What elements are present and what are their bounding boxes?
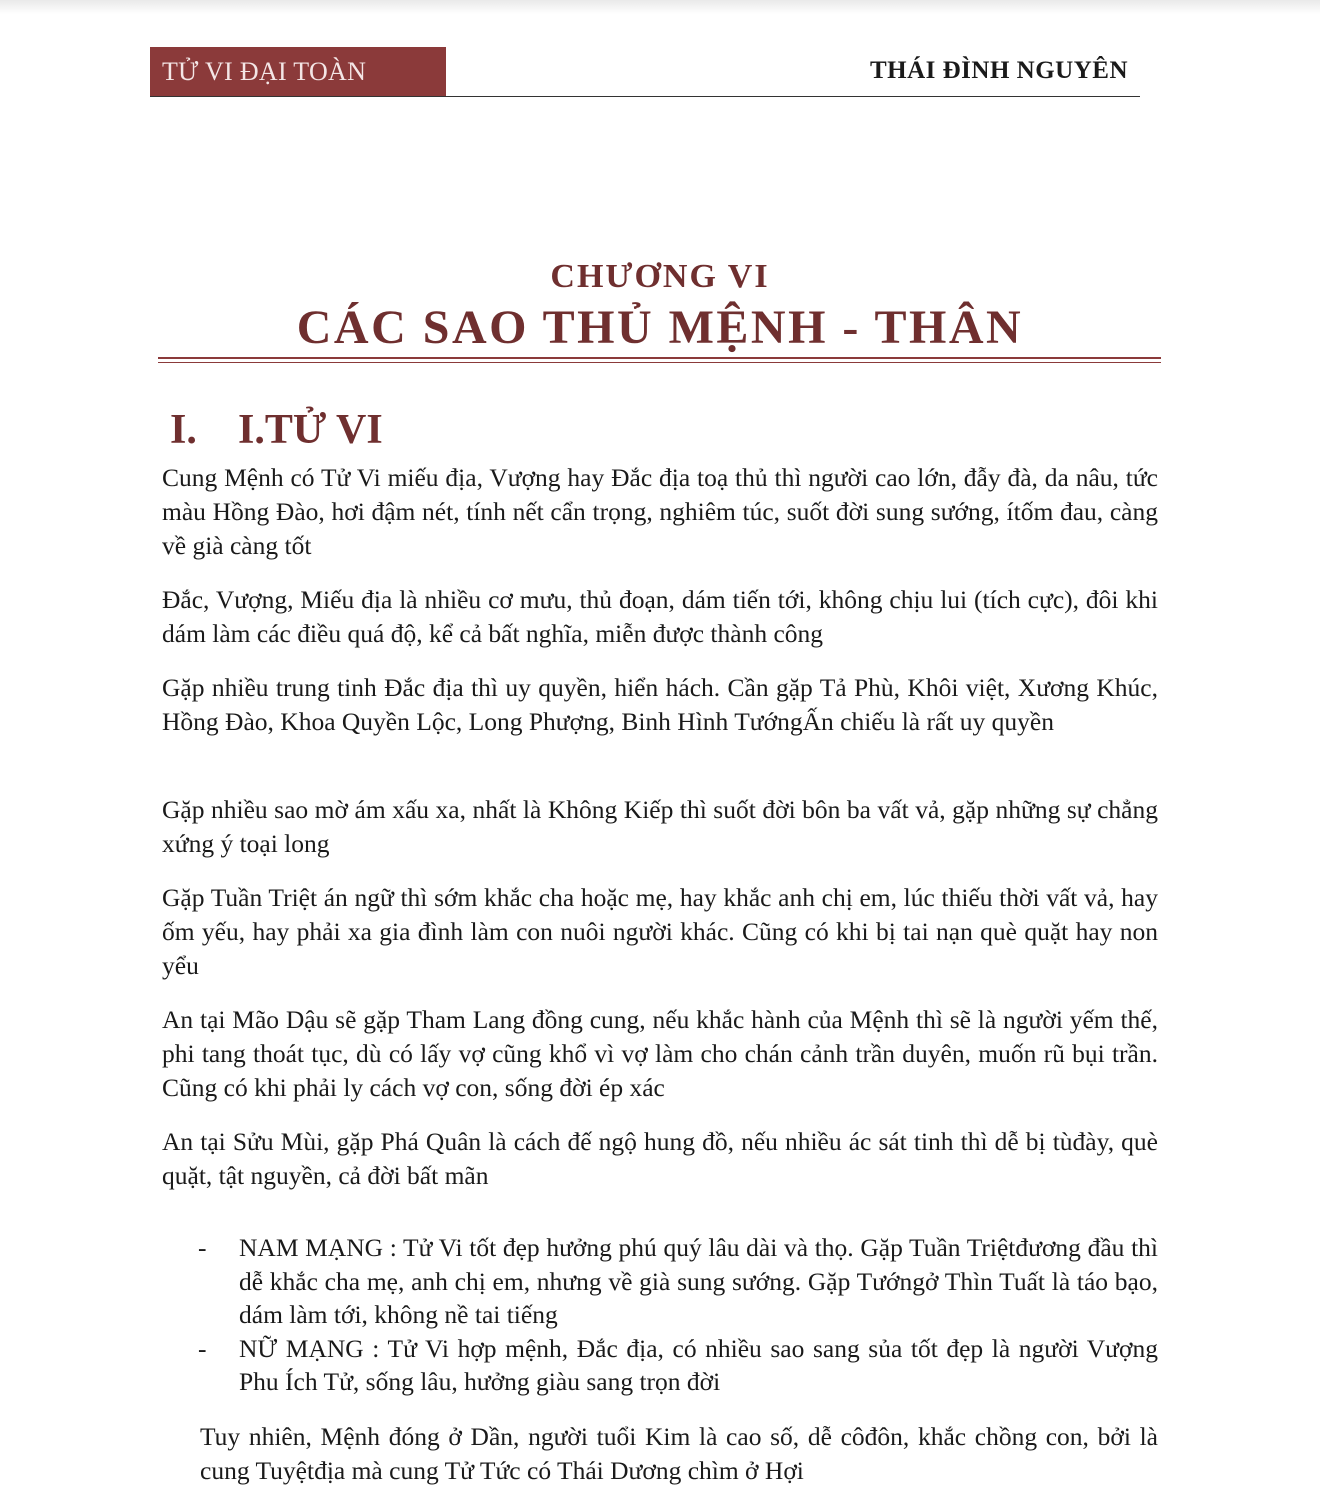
chapter-label: CHƯƠNG VI xyxy=(550,258,770,295)
bullet-dash: - xyxy=(198,1233,207,1262)
section-number: I. xyxy=(170,407,197,453)
list-item xyxy=(198,1332,1158,1399)
bullet-dash: - xyxy=(198,1333,207,1363)
page-header xyxy=(150,47,1140,99)
paragraph: Gặp nhiều trung tinh Đắc địa thì uy quyền, hiển hách. Cần gặp Tả Phù, Khôi việt, Xương Khúc, Hồng Đào, Khoa Quyền Lộc, Long Phượng, Binh Hình TướngẤn chiếu là rất uy quyền xyxy=(162,673,1158,736)
paragraph: Cung Mệnh có Tử Vi miếu địa, Vượng hay Đắc địa toạ thủ thì người cao lớn, đẫy đà, da nâu, tức màu Hồng Đào, hơi đậm nét, tính nết cẩn trọng, nghiêm túc, suốt đời sung sướng, ítốm đau, càng về già càng tốt xyxy=(162,463,1158,560)
paragraph: An tại Mão Dậu sẽ gặp Tham Lang đồng cung, nếu khắc hành của Mệnh thì sẽ là người yếm thế, phi tang thoát tục, dù có lấy vợ cũng khổ vì vợ làm cho chán cảnh trần duyên, muốn rũ bụi trần. Cũng có khi phải ly cách vợ con, sống đời ép xác xyxy=(162,1005,1158,1102)
section-heading xyxy=(170,406,383,454)
header-divider xyxy=(150,96,1140,97)
chapter-divider-thin xyxy=(158,362,1161,363)
closing-paragraph: Tuy nhiên, Mệnh đóng ở Dần, người tuổi Kim là cao số, dễ côđôn, khắc chồng con, bởi là cung Tuyệtđịa mà cung Tử Tức có Thái Dương chìm ở Hợi xyxy=(200,1422,1158,1485)
paragraph: Đắc, Vượng, Miếu địa là nhiều cơ mưu, thủ đoạn, dám tiến tới, không chịu lui (tích cực), đôi khi dám làm các điều quá độ, kể cả bất nghĩa, miễn được thành công xyxy=(162,585,1158,648)
book-title-tag: TỬ VI ĐẠI TOÀN xyxy=(150,47,446,97)
section-title: I.TỬ VI xyxy=(238,407,383,453)
list-item xyxy=(198,1231,1158,1332)
bullet-text: NAM MẠNG : Tử Vi tốt đẹp hưởng phú quý lâu dài và thọ. Gặp Tuần Triệtđương đầu thì dễ khắc cha mẹ, anh chị em, nhưng về già sung sướng. Gặp Tướngở Thìn Tuất là táo bạo, dám làm tới, không nề tai tiếng xyxy=(239,1233,1158,1329)
chapter-title: CÁC SAO THỦ MỆNH - THÂN xyxy=(296,301,1024,354)
paragraph: Gặp Tuần Triệt án ngữ thì sớm khắc cha hoặc mẹ, hay khắc anh chị em, lúc thiếu thời vất vả, hay ốm yếu, hay phải xa gia đình làm con nuôi người khác. Cũng có khi bị tai nạn què quặt hay non yểu xyxy=(162,883,1158,980)
bullet-list xyxy=(198,1231,1158,1399)
author-name: THÁI ĐÌNH NGUYÊN xyxy=(869,57,1128,84)
paragraph: An tại Sửu Mùi, gặp Phá Quân là cách đế ngộ hung đồ, nếu nhiều ác sát tinh thì dễ bị tùđày, què quặt, tật nguyền, cả đời bất mãn xyxy=(162,1127,1158,1190)
page-top-shadow xyxy=(0,0,1320,14)
paragraph: Gặp nhiều sao mờ ám xấu xa, nhất là Không Kiếp thì suốt đời bôn ba vất vả, gặp những sự chẳng xứng ý toại long xyxy=(162,795,1158,858)
chapter-divider-thick xyxy=(158,357,1161,359)
bullet-text: NỮ MẠNG : Tử Vi hợp mệnh, Đắc địa, có nhiều sao sang sủa tốt đẹp là người Vượng Phu Ích Tử, sống lâu, hưởng giàu sang trọn đời xyxy=(239,1333,1158,1396)
